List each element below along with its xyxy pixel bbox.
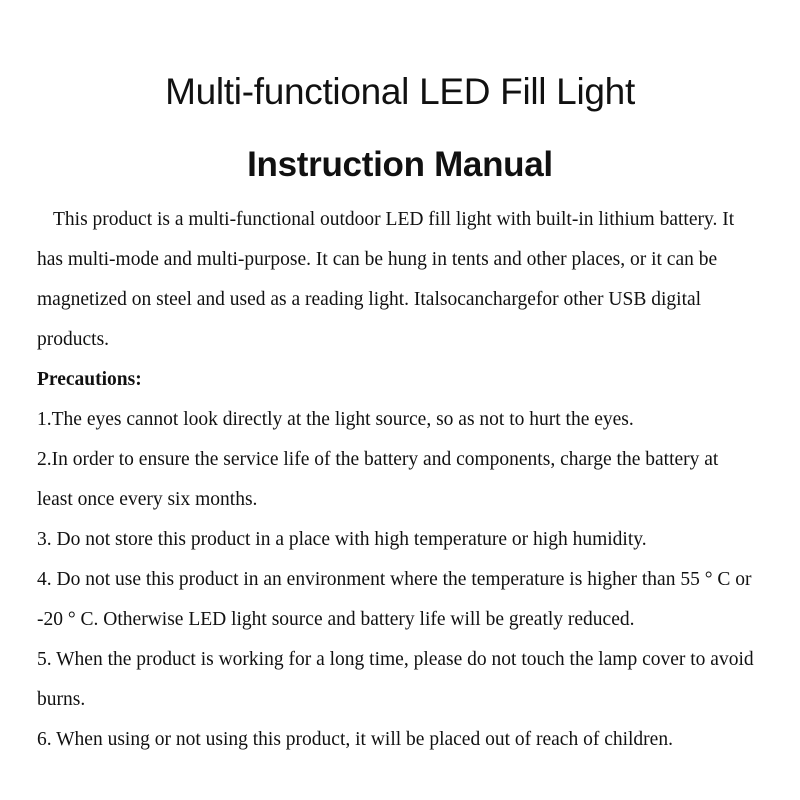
document-body xyxy=(37,200,757,760)
precaution-item: 1.The eyes cannot look directly at the light source, so as not to hurt the eyes. xyxy=(37,409,634,430)
document-title: Multi-functional LED Fill Light xyxy=(165,71,635,112)
precaution-item: 3. Do not store this product in a place with high temperature or high humidity. xyxy=(37,529,647,550)
precaution-item: 6. When using or not using this product, it will be placed out of reach of children. xyxy=(37,729,673,750)
precaution-item: 5. When the product is working for a long time, please do not touch the lamp cover to avoid burns. xyxy=(37,649,754,710)
document-subtitle: Instruction Manual xyxy=(247,145,553,184)
precaution-item: 2.In order to ensure the service life of the battery and components, charge the battery at least once every six months. xyxy=(37,449,719,510)
precautions-heading: Precautions: xyxy=(37,369,142,390)
precaution-item: 4. Do not use this product in an environment where the temperature is higher than 55 ° C or -20 ° C. Otherwise LED light source and battery life will be greatly reduced. xyxy=(37,569,752,630)
intro-paragraph: This product is a multi-functional outdoor LED fill light with built-in lithium battery. It has multi-mode and multi-purpose. It can be hung in tents and other places, or it can be magnetized on steel and used as a reading light. Italsocanchargefor other USB digital products. xyxy=(37,209,735,350)
